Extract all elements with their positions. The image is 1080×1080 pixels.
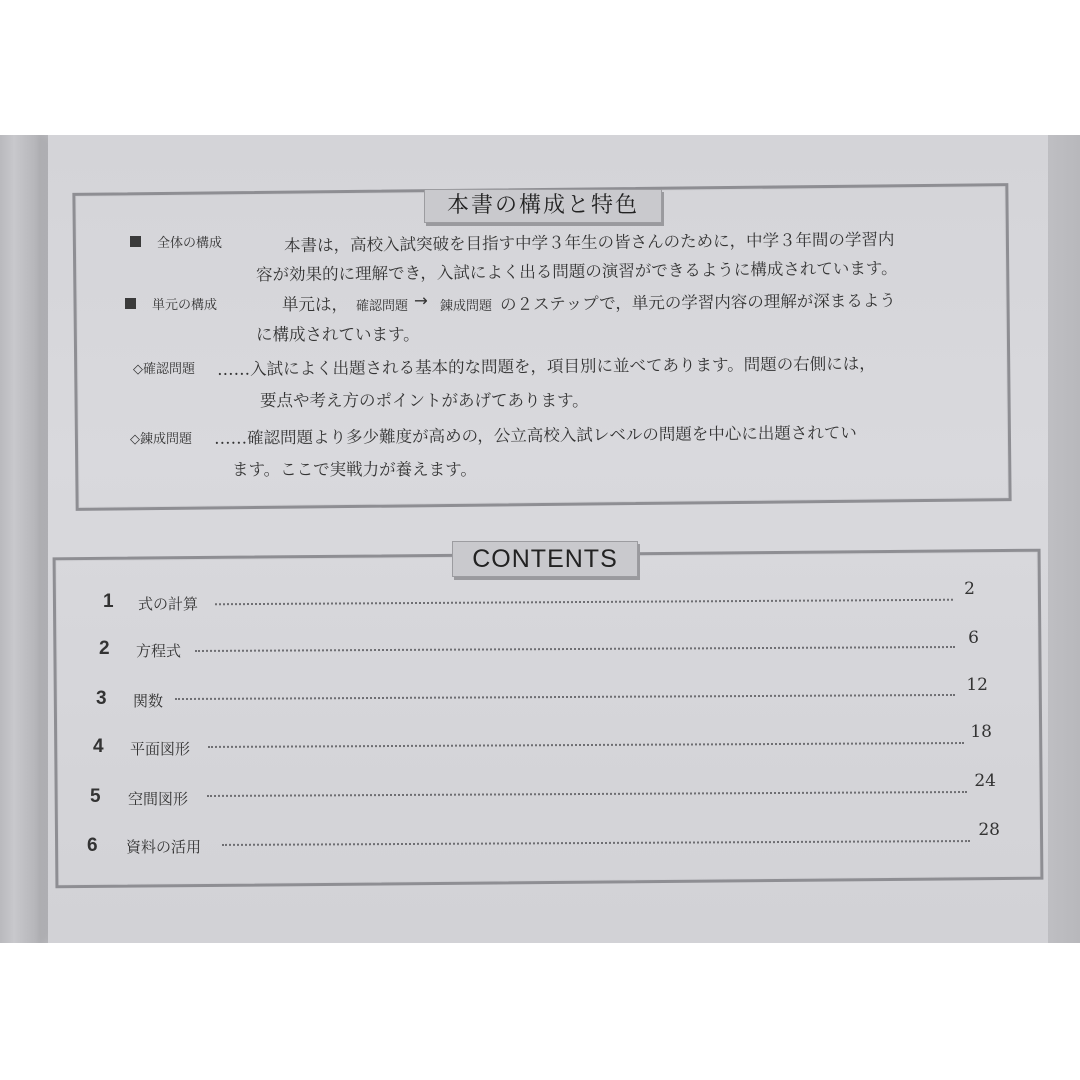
overall-structure-label: 全体の構成 [157,236,223,251]
unit-step-confirm: 確認問題 [356,299,409,314]
toc-page-number: 18 [970,722,992,742]
practice-problems-label: ◇錬成問題 [130,432,192,447]
practice-problems-text-1: ……確認問題より多少難度が高めの，公立高校入試レベルの問題を中心に出題されてい [213,423,857,448]
toc-page-number: 28 [978,820,1000,840]
toc-number: 2 [99,638,110,659]
overall-structure-text-2: 容が効果的に理解でき，入試によく出る問題の演習ができるように構成されています。 [255,258,898,285]
confirm-problems-text-1: ……入試によく出題される基本的な問題を，項目別に並べてあります。問題の右側には， [216,354,876,379]
toc-title[interactable]: 方程式 [136,642,182,660]
toc-title[interactable]: 式の計算 [138,595,199,613]
overall-structure-text-1: 本書は，高校入試突破を目指す中学３年生の皆さんのために，中学３年間の学習内 [283,229,895,256]
toc-page-number: 12 [966,675,988,695]
unit-structure-text-1a: 単元は， [282,295,348,314]
toc-number: 3 [96,688,107,709]
toc-title[interactable]: 空間図形 [128,790,189,808]
toc-title[interactable]: 資料の活用 [126,838,202,856]
unit-structure-label: 単元の構成 [152,298,218,313]
contents-heading: CONTENTS [452,541,638,577]
square-bullet-icon [125,298,136,309]
toc-number: 5 [90,786,101,807]
confirm-problems-text-2: 要点や考え方のポイントがあげてあります。 [260,391,589,410]
toc-number: 6 [87,835,98,856]
unit-structure-text-2: に構成されています。 [256,325,420,344]
unit-step-practice: 錬成問題 [440,299,493,314]
toc-number: 1 [103,591,114,612]
square-bullet-icon [130,236,141,247]
feature-box-heading: 本書の構成と特色 [424,189,662,223]
toc-page-number: 2 [964,579,975,599]
practice-problems-text-2: ます。ここで実戦力が養えます。 [232,460,477,479]
arrow-icon: → [414,291,428,310]
toc-title[interactable]: 平面図形 [130,740,191,758]
toc-page-number: 6 [968,628,979,648]
unit-structure-text-1b: の２ステップで，単元の学習内容の理解が深まるよう [499,290,896,315]
confirm-problems-label: ◇確認問題 [133,362,195,377]
toc-number: 4 [93,736,104,757]
toc-title[interactable]: 関数 [133,692,164,710]
toc-page-number: 24 [974,771,996,791]
